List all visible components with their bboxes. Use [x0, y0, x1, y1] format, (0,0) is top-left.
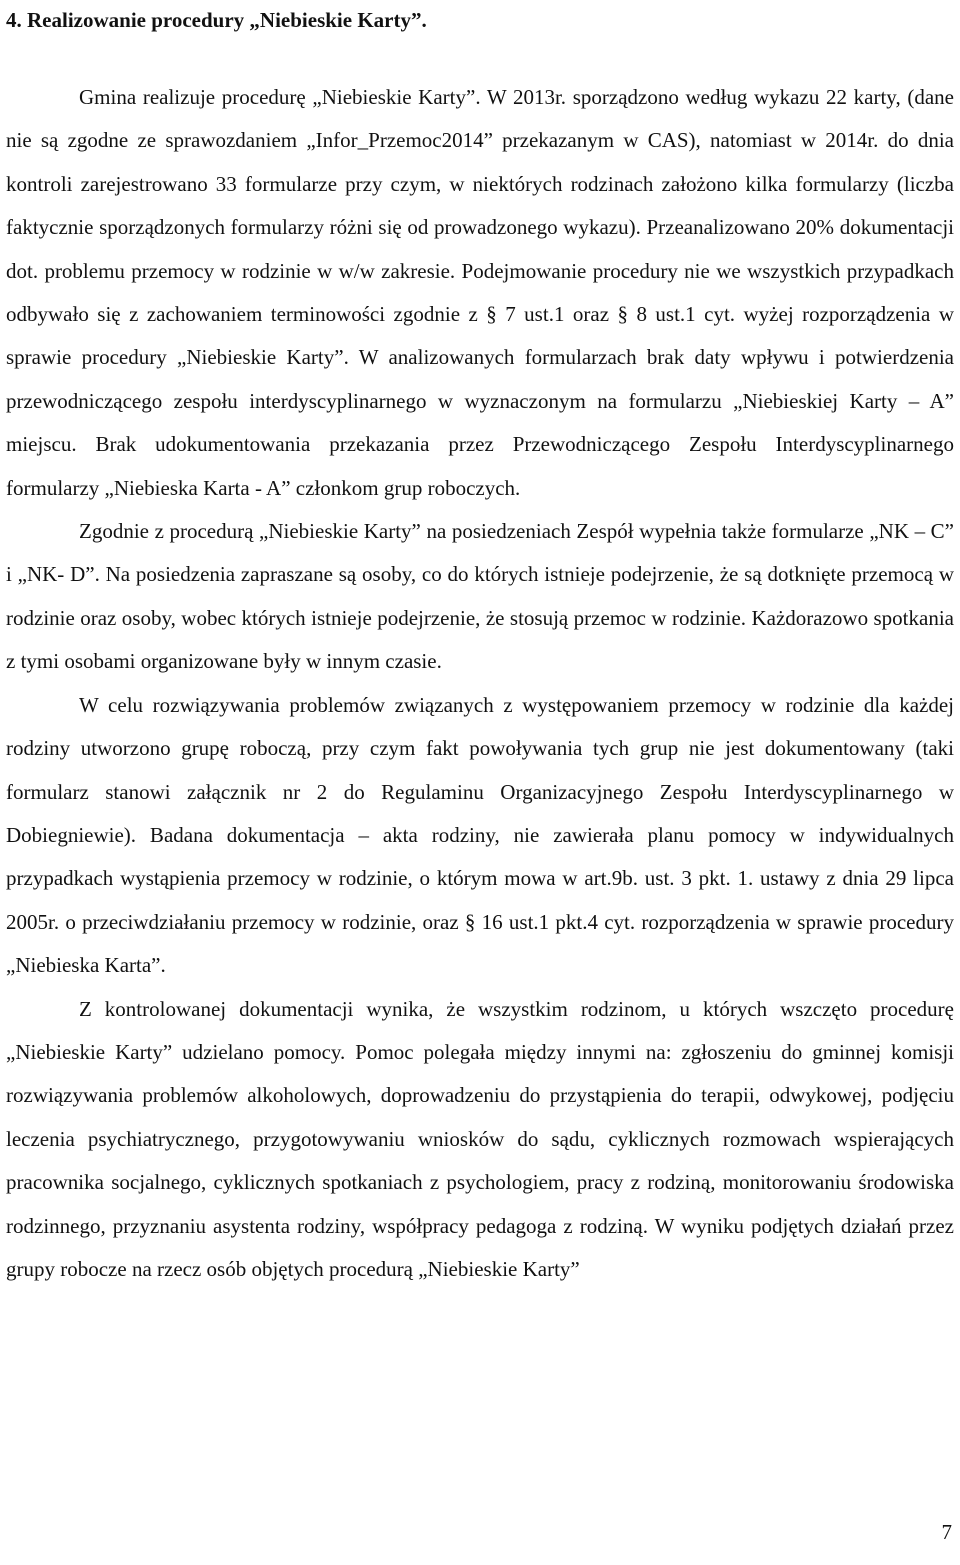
paragraph-assistance: Z kontrolowanej dokumentacji wynika, że wszystkim rodzinom, u których wszczęto procedurę „Niebieskie Karty” udzielano pomocy. Pomoc polegała między innymi na: zgłoszeniu do gminnej komisji rozwiązywania problemów alkoholowych, doprowadzeniu do przystąpienia do terapii, odwykowej, podjęciu leczenia psychiatrycznego, przygotowywaniu wniosków do sądu, cyklicznych rozmowach wspierających pracownika socjalnego, cyklicznych spotkaniach z psychologiem, pracy z rodziną, monitorowaniu środowiska rodzinnego, przyznaniu asystenta rodziny, współpracy pedagoga z rodziną. W wyniku podjętych działań przez grupy robocze na rzecz osób objętych procedurą „Niebieskie Karty” [6, 996, 954, 1281]
page-number: 7 [941, 1520, 952, 1544]
section-heading: 4. Realizowanie procedury „Niebieskie Karty”. [6, 8, 427, 32]
document-page [6, 0, 954, 1291]
paragraph-working-groups: W celu rozwiązywania problemów związanych z występowaniem przemocy w rodzinie dla każdej rodziny utworzono grupę roboczą, przy czym fakt powoływania tych grup nie jest dokumentowany (taki formularz stanowi załącznik nr 2 do Regulaminu Organizacyjnego Zespołu Interdyscyplinarnego w Dobiegniewie). Badana dokumentacja – akta rodziny, nie zawierała planu pomocy w indywidualnych przypadkach wystąpienia przemocy w rodzinie, o którym mowa w art.9b. ust. 3 pkt. 1. ustawy z dnia 29 lipca 2005r. o przeciwdziałaniu przemocy w rodzinie, oraz § 16 ust.1 pkt.4 cyt. rozporządzenia w sprawie procedury „Niebieska Karta”. [6, 692, 954, 978]
paragraph-team-forms: Zgodnie z procedurą „Niebieskie Karty” na posiedzeniach Zespół wypełnia także formularze „NK – C” i „NK- D”. Na posiedzenia zapraszane są osoby, co do których istnieje podejrzenie, że są dotknięte przemocą w rodzinie oraz osoby, wobec których istnieje podejrzenie, że stosują przemoc w rodzinie. Każdorazowo spotkania z tymi osobami organizowane były w innym czasie. [6, 519, 954, 674]
paragraph-procedure-overview: Gmina realizuje procedurę „Niebieskie Karty”. W 2013r. sporządzono według wykazu 22 karty, (dane nie są zgodne ze sprawozdaniem „Infor_Przemoc2014” przekazanym w CAS), natomiast w 2014r. do dnia kontroli zarejestrowano 33 formularze przy czym, w niektórych rodzinach założono kilka formularzy (liczba faktycznie sporządzonych formularzy różni się od prowadzonego wykazu). Przeanalizowano 20% dokumentacji dot. problemu przemocy w rodzinie w w/w zakresie. Podejmowanie procedury nie we wszystkich przypadkach odbywało się z zachowaniem terminowości zgodnie z § 7 ust.1 oraz § 8 ust.1 cyt. wyżej rozporządzenia w sprawie procedury „Niebieskie Karty”. W analizowanych formularzach brak daty wpływu i potwierdzenia przewodniczącego zespołu interdyscyplinarnego w wyznaczonym na formularzu „Niebieskiej Karty – A” miejscu. Brak udokumentowania przekazania przez Przewodniczącego Zespołu Interdyscyplinarnego formularzy „Niebieska Karta - A” członkom grup roboczych. [6, 85, 954, 500]
